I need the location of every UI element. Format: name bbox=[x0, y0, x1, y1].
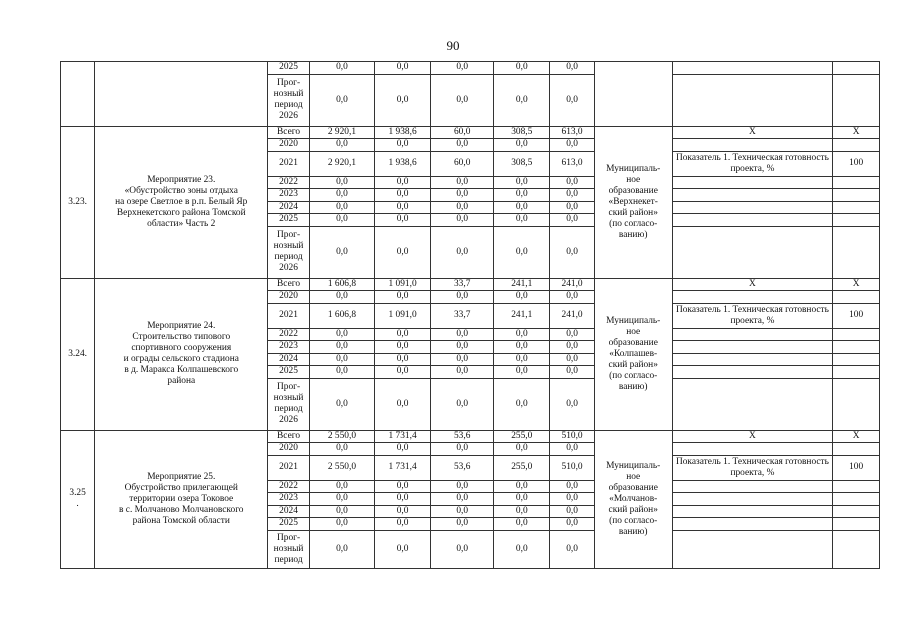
table-row bbox=[61, 62, 880, 75]
value-cell: 0,0 bbox=[550, 328, 595, 341]
budget-table bbox=[60, 61, 880, 569]
year-cell: 2024 bbox=[268, 353, 309, 366]
table-row bbox=[61, 278, 880, 291]
value-cell: 0,0 bbox=[309, 480, 374, 493]
value-cell: 0,0 bbox=[431, 139, 494, 152]
value-cell: 0,0 bbox=[309, 74, 374, 126]
indicator-cell bbox=[672, 493, 833, 506]
measure-description: Мероприятие 25. Обустройство прилегающей территории озера Токовое в с. Молчаново Молчановского района Томской области bbox=[95, 430, 268, 568]
value-cell: 0,0 bbox=[494, 201, 550, 214]
value-cell: 0,0 bbox=[431, 176, 494, 189]
value-cell: 60,0 bbox=[431, 151, 494, 176]
page-number: 90 bbox=[446, 38, 460, 53]
value-cell: 0,0 bbox=[494, 62, 550, 75]
value-cell: 0,0 bbox=[431, 62, 494, 75]
x-mark: Х bbox=[833, 278, 880, 291]
indicator-cell bbox=[672, 189, 833, 202]
value-cell: 0,0 bbox=[494, 493, 550, 506]
indicator-value-cell bbox=[833, 378, 880, 430]
year-cell: 2025 bbox=[268, 214, 309, 227]
value-cell: 33,7 bbox=[431, 303, 494, 328]
value-cell: 0,0 bbox=[309, 328, 374, 341]
value-cell: 0,0 bbox=[494, 518, 550, 531]
executor-cell: Муниципаль- ное образование «Верхнекет- ский район» (по согласо- ванию) bbox=[594, 126, 672, 278]
indicator-cell bbox=[672, 341, 833, 354]
value-cell: 0,0 bbox=[550, 443, 595, 456]
value-cell: 0,0 bbox=[375, 226, 431, 278]
value-cell: 0,0 bbox=[375, 378, 431, 430]
executor-cell bbox=[594, 62, 672, 127]
value-cell: 53,6 bbox=[431, 455, 494, 480]
year-cell: Прог- нозный период 2026 bbox=[268, 226, 309, 278]
value-cell: 0,0 bbox=[494, 139, 550, 152]
indicator-cell bbox=[672, 530, 833, 568]
measure-description: Мероприятие 23. «Обустройство зоны отдыха на озере Светлое в р.п. Белый Яр Верхнекетского района Томской области» Часть 2 bbox=[95, 126, 268, 278]
year-cell: 2020 bbox=[268, 443, 309, 456]
value-cell: 0,0 bbox=[431, 74, 494, 126]
value-cell: 0,0 bbox=[494, 74, 550, 126]
value-cell: 0,0 bbox=[309, 353, 374, 366]
value-cell: 0,0 bbox=[309, 139, 374, 152]
year-cell: Всего bbox=[268, 430, 309, 443]
indicator-value-cell bbox=[833, 493, 880, 506]
year-cell: 2023 bbox=[268, 493, 309, 506]
value-cell: 0,0 bbox=[494, 176, 550, 189]
year-cell: 2024 bbox=[268, 201, 309, 214]
value-cell: 0,0 bbox=[309, 62, 374, 75]
indicator-value-cell bbox=[833, 176, 880, 189]
value-cell: 0,0 bbox=[431, 341, 494, 354]
value-cell: 2 550,0 bbox=[309, 455, 374, 480]
value-cell: 0,0 bbox=[431, 226, 494, 278]
value-cell: 2 920,1 bbox=[309, 151, 374, 176]
indicator-cell bbox=[672, 62, 833, 75]
value-cell: 0,0 bbox=[550, 493, 595, 506]
value-cell: 1 606,8 bbox=[309, 303, 374, 328]
value-cell: 0,0 bbox=[375, 518, 431, 531]
year-cell: Всего bbox=[268, 278, 309, 291]
value-cell: 0,0 bbox=[309, 505, 374, 518]
indicator-value-cell bbox=[833, 518, 880, 531]
year-cell: 2022 bbox=[268, 480, 309, 493]
measure-description: Мероприятие 24. Строительство типового спортивного сооружения и ограды сельского стадиона в д. Маракса Колпашевского района bbox=[95, 278, 268, 430]
value-cell: 1 091,0 bbox=[375, 278, 431, 291]
indicator-cell bbox=[672, 74, 833, 126]
year-cell: 2023 bbox=[268, 341, 309, 354]
value-cell: 0,0 bbox=[309, 378, 374, 430]
measure-number: 3.23. bbox=[61, 126, 95, 278]
value-cell: 0,0 bbox=[309, 291, 374, 304]
value-cell: 0,0 bbox=[375, 530, 431, 568]
table-row bbox=[61, 430, 880, 443]
value-cell: 0,0 bbox=[550, 226, 595, 278]
value-cell: 0,0 bbox=[375, 139, 431, 152]
indicator-value-cell bbox=[833, 201, 880, 214]
value-cell: 1 938,6 bbox=[375, 126, 431, 139]
value-cell: 0,0 bbox=[375, 353, 431, 366]
value-cell: 0,0 bbox=[431, 493, 494, 506]
value-cell: 0,0 bbox=[431, 505, 494, 518]
value-cell: 1 938,6 bbox=[375, 151, 431, 176]
indicator-value-cell bbox=[833, 74, 880, 126]
budget-table-body bbox=[61, 62, 880, 569]
year-cell: 2025 bbox=[268, 518, 309, 531]
measure-number: 3.25 . bbox=[61, 430, 95, 568]
value-cell: 0,0 bbox=[431, 201, 494, 214]
value-cell: 33,7 bbox=[431, 278, 494, 291]
value-cell: 613,0 bbox=[550, 126, 595, 139]
value-cell: 0,0 bbox=[494, 530, 550, 568]
indicator-value: 100 bbox=[833, 303, 880, 328]
value-cell: 0,0 bbox=[550, 176, 595, 189]
value-cell: 0,0 bbox=[550, 518, 595, 531]
value-cell: 1 091,0 bbox=[375, 303, 431, 328]
year-cell: 2021 bbox=[268, 303, 309, 328]
table-row bbox=[61, 126, 880, 139]
value-cell: 0,0 bbox=[309, 518, 374, 531]
description-cell bbox=[95, 62, 268, 127]
indicator-value-cell bbox=[833, 189, 880, 202]
value-cell: 308,5 bbox=[494, 126, 550, 139]
value-cell: 308,5 bbox=[494, 151, 550, 176]
indicator-cell bbox=[672, 366, 833, 379]
indicator-value-cell bbox=[833, 214, 880, 227]
value-cell: 0,0 bbox=[375, 176, 431, 189]
value-cell: 53,6 bbox=[431, 430, 494, 443]
value-cell: 0,0 bbox=[431, 353, 494, 366]
value-cell: 0,0 bbox=[375, 341, 431, 354]
indicator-name: Показатель 1. Техническая готовность проекта, % bbox=[672, 303, 833, 328]
value-cell: 0,0 bbox=[550, 341, 595, 354]
indicator-cell bbox=[672, 443, 833, 456]
value-cell: 0,0 bbox=[431, 480, 494, 493]
value-cell: 0,0 bbox=[431, 530, 494, 568]
indicator-value-cell bbox=[833, 443, 880, 456]
indicator-value-cell bbox=[833, 505, 880, 518]
value-cell: 0,0 bbox=[309, 201, 374, 214]
year-cell: Прог- нозный период bbox=[268, 530, 309, 568]
value-cell: 0,0 bbox=[309, 189, 374, 202]
year-cell: 2025 bbox=[268, 62, 309, 75]
value-cell: 0,0 bbox=[431, 328, 494, 341]
x-mark: Х bbox=[833, 126, 880, 139]
x-mark: Х bbox=[833, 430, 880, 443]
executor-cell: Муниципаль- ное образование «Молчанов- ский район» (по согласо- ванию) bbox=[594, 430, 672, 568]
value-cell: 0,0 bbox=[431, 214, 494, 227]
year-cell: 2024 bbox=[268, 505, 309, 518]
value-cell: 0,0 bbox=[494, 505, 550, 518]
indicator-cell bbox=[672, 505, 833, 518]
year-cell: Прог- нозный период 2026 bbox=[268, 74, 309, 126]
value-cell: 0,0 bbox=[494, 353, 550, 366]
value-cell: 0,0 bbox=[375, 328, 431, 341]
value-cell: 255,0 bbox=[494, 455, 550, 480]
year-cell: 2022 bbox=[268, 328, 309, 341]
year-cell: 2025 bbox=[268, 366, 309, 379]
value-cell: 0,0 bbox=[550, 201, 595, 214]
value-cell: 0,0 bbox=[550, 505, 595, 518]
year-cell: Всего bbox=[268, 126, 309, 139]
x-mark: Х bbox=[672, 278, 833, 291]
value-cell: 241,0 bbox=[550, 303, 595, 328]
value-cell: 0,0 bbox=[309, 493, 374, 506]
year-cell: 2021 bbox=[268, 151, 309, 176]
value-cell: 0,0 bbox=[309, 341, 374, 354]
indicator-value-cell bbox=[833, 328, 880, 341]
value-cell: 0,0 bbox=[550, 353, 595, 366]
value-cell: 0,0 bbox=[309, 443, 374, 456]
number-cell bbox=[61, 62, 95, 127]
indicator-cell bbox=[672, 139, 833, 152]
indicator-value-cell bbox=[833, 480, 880, 493]
value-cell: 0,0 bbox=[309, 176, 374, 189]
value-cell: 0,0 bbox=[494, 341, 550, 354]
value-cell: 0,0 bbox=[494, 189, 550, 202]
indicator-value-cell bbox=[833, 226, 880, 278]
value-cell: 0,0 bbox=[550, 480, 595, 493]
value-cell: 613,0 bbox=[550, 151, 595, 176]
value-cell: 0,0 bbox=[431, 189, 494, 202]
value-cell: 241,1 bbox=[494, 278, 550, 291]
value-cell: 0,0 bbox=[494, 480, 550, 493]
indicator-cell bbox=[672, 214, 833, 227]
value-cell: 0,0 bbox=[375, 366, 431, 379]
value-cell: 0,0 bbox=[375, 443, 431, 456]
value-cell: 0,0 bbox=[431, 366, 494, 379]
value-cell: 0,0 bbox=[375, 214, 431, 227]
value-cell: 510,0 bbox=[550, 430, 595, 443]
indicator-value-cell bbox=[833, 139, 880, 152]
indicator-cell bbox=[672, 328, 833, 341]
indicator-value-cell bbox=[833, 62, 880, 75]
value-cell: 241,1 bbox=[494, 303, 550, 328]
value-cell: 0,0 bbox=[375, 62, 431, 75]
value-cell: 0,0 bbox=[494, 443, 550, 456]
year-cell: 2022 bbox=[268, 176, 309, 189]
executor-cell: Муниципаль- ное образование «Колпашев- ский район» (по согласо- ванию) bbox=[594, 278, 672, 430]
indicator-cell bbox=[672, 291, 833, 304]
indicator-cell bbox=[672, 518, 833, 531]
value-cell: 0,0 bbox=[550, 530, 595, 568]
value-cell: 2 920,1 bbox=[309, 126, 374, 139]
indicator-cell bbox=[672, 176, 833, 189]
value-cell: 0,0 bbox=[375, 480, 431, 493]
x-mark: Х bbox=[672, 430, 833, 443]
value-cell: 255,0 bbox=[494, 430, 550, 443]
value-cell: 1 731,4 bbox=[375, 455, 431, 480]
indicator-cell bbox=[672, 353, 833, 366]
value-cell: 0,0 bbox=[550, 62, 595, 75]
indicator-name: Показатель 1. Техническая готовность проекта, % bbox=[672, 151, 833, 176]
value-cell: 0,0 bbox=[375, 291, 431, 304]
indicator-value-cell bbox=[833, 366, 880, 379]
year-cell: 2020 bbox=[268, 291, 309, 304]
value-cell: 1 606,8 bbox=[309, 278, 374, 291]
value-cell: 0,0 bbox=[550, 291, 595, 304]
value-cell: 60,0 bbox=[431, 126, 494, 139]
value-cell: 0,0 bbox=[431, 378, 494, 430]
value-cell: 0,0 bbox=[550, 189, 595, 202]
value-cell: 0,0 bbox=[550, 139, 595, 152]
indicator-cell bbox=[672, 480, 833, 493]
value-cell: 2 550,0 bbox=[309, 430, 374, 443]
indicator-value: 100 bbox=[833, 151, 880, 176]
value-cell: 0,0 bbox=[550, 378, 595, 430]
year-cell: Прог- нозный период 2026 bbox=[268, 378, 309, 430]
value-cell: 0,0 bbox=[309, 226, 374, 278]
indicator-cell bbox=[672, 226, 833, 278]
indicator-value-cell bbox=[833, 353, 880, 366]
x-mark: Х bbox=[672, 126, 833, 139]
value-cell: 0,0 bbox=[375, 505, 431, 518]
value-cell: 0,0 bbox=[494, 366, 550, 379]
value-cell: 0,0 bbox=[431, 518, 494, 531]
value-cell: 0,0 bbox=[309, 530, 374, 568]
value-cell: 0,0 bbox=[309, 214, 374, 227]
indicator-cell bbox=[672, 201, 833, 214]
measure-number: 3.24. bbox=[61, 278, 95, 430]
value-cell: 0,0 bbox=[375, 493, 431, 506]
value-cell: 0,0 bbox=[494, 226, 550, 278]
indicator-value: 100 bbox=[833, 455, 880, 480]
year-cell: 2020 bbox=[268, 139, 309, 152]
value-cell: 0,0 bbox=[431, 291, 494, 304]
value-cell: 0,0 bbox=[375, 74, 431, 126]
indicator-cell bbox=[672, 378, 833, 430]
value-cell: 0,0 bbox=[550, 74, 595, 126]
indicator-value-cell bbox=[833, 530, 880, 568]
value-cell: 241,0 bbox=[550, 278, 595, 291]
value-cell: 0,0 bbox=[375, 189, 431, 202]
value-cell: 0,0 bbox=[431, 443, 494, 456]
value-cell: 0,0 bbox=[494, 378, 550, 430]
year-cell: 2023 bbox=[268, 189, 309, 202]
value-cell: 0,0 bbox=[375, 201, 431, 214]
value-cell: 0,0 bbox=[494, 291, 550, 304]
value-cell: 510,0 bbox=[550, 455, 595, 480]
year-cell: 2021 bbox=[268, 455, 309, 480]
indicator-value-cell bbox=[833, 291, 880, 304]
indicator-value-cell bbox=[833, 341, 880, 354]
value-cell: 0,0 bbox=[494, 214, 550, 227]
value-cell: 0,0 bbox=[494, 328, 550, 341]
value-cell: 0,0 bbox=[550, 366, 595, 379]
indicator-name: Показатель 1. Техническая готовность проекта, % bbox=[672, 455, 833, 480]
value-cell: 0,0 bbox=[309, 366, 374, 379]
value-cell: 0,0 bbox=[550, 214, 595, 227]
value-cell: 1 731,4 bbox=[375, 430, 431, 443]
